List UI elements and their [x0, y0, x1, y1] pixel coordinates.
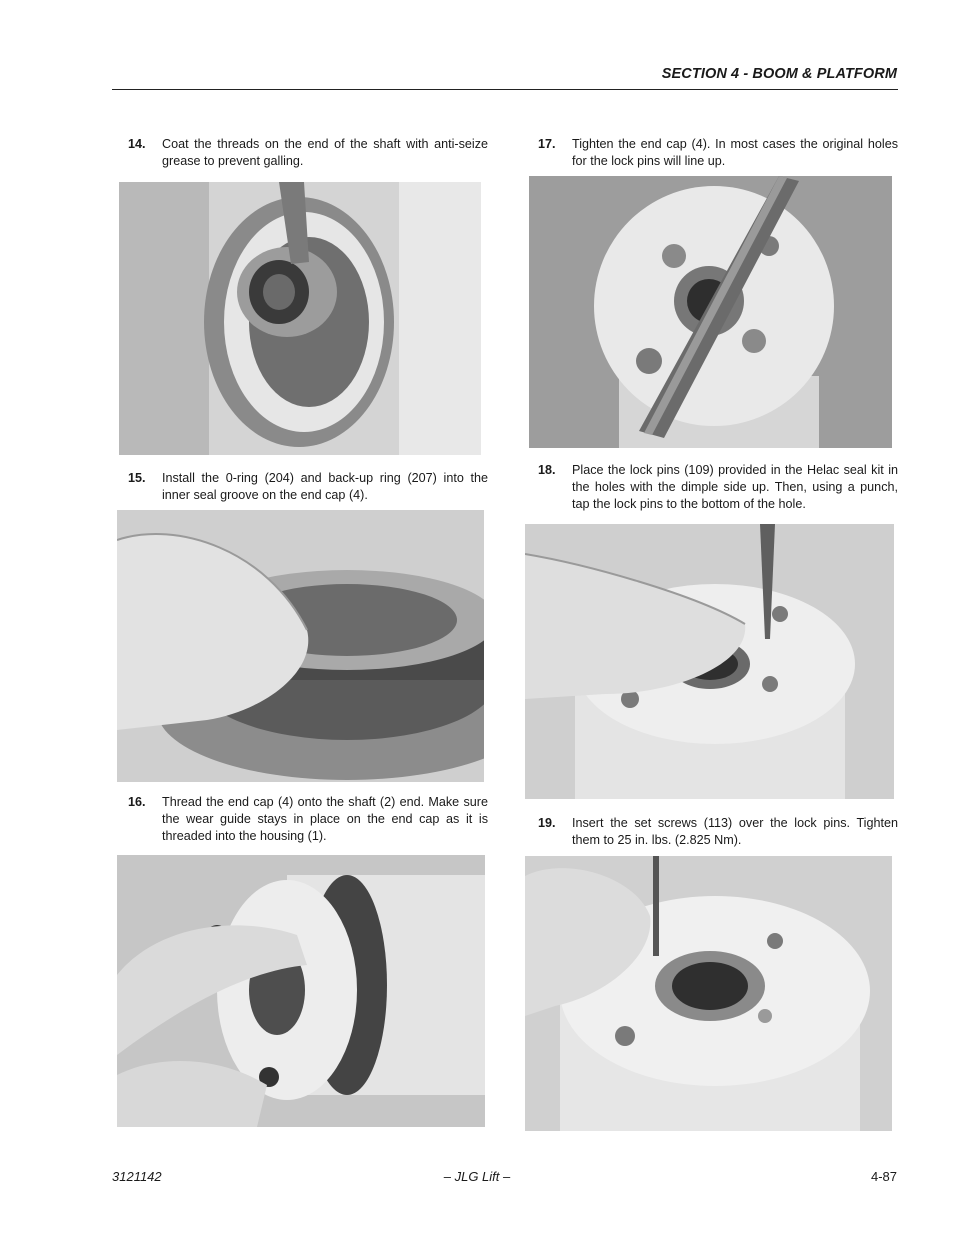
step-number: 15. — [128, 471, 146, 485]
section-title: SECTION 4 - BOOM & PLATFORM — [661, 66, 897, 82]
step-18 — [538, 462, 898, 513]
photo-shaft-threads — [119, 182, 481, 455]
photo-set-screws — [525, 856, 892, 1131]
photo-thread-end-cap — [117, 855, 485, 1127]
step-text: Install the 0-ring (204) and back-up ring (207) into the inner seal groove on the end cap (4). — [162, 471, 488, 502]
photo-o-ring-install — [117, 510, 484, 782]
step-text: Insert the set screws (113) over the lock pins. Tighten them to 25 in. lbs. (2.825 Nm). — [572, 816, 898, 847]
step-15 — [128, 470, 488, 504]
step-text: Tighten the end cap (4). In most cases the original holes for the lock pins will line up. — [572, 137, 898, 168]
step-text: Thread the end cap (4) onto the shaft (2) end. Make sure the wear guide stays in place on the end cap as it is threaded into the housing (1). — [162, 795, 488, 843]
photo-tighten-end-cap — [529, 176, 892, 448]
step-number: 17. — [538, 137, 556, 151]
step-19 — [538, 815, 898, 849]
step-17 — [538, 136, 898, 170]
step-text: Place the lock pins (109) provided in the Helac seal kit in the holes with the dimple side up. Then, using a punch, tap the lock pins to the bottom of the hole. — [572, 463, 898, 511]
step-16 — [128, 794, 488, 845]
footer-page-number: 4-87 — [870, 1169, 897, 1184]
footer-doc-number: 3121142 — [112, 1169, 162, 1184]
step-number: 19. — [538, 816, 556, 830]
step-number: 16. — [128, 795, 146, 809]
step-text: Coat the threads on the end of the shaft with anti-seize grease to prevent galling. — [162, 137, 488, 168]
footer-center: – JLG Lift – — [443, 1169, 511, 1184]
step-number: 14. — [128, 137, 146, 151]
header-rule — [112, 89, 898, 90]
step-number: 18. — [538, 463, 556, 477]
step-14 — [128, 136, 488, 170]
photo-lock-pins — [525, 524, 894, 799]
